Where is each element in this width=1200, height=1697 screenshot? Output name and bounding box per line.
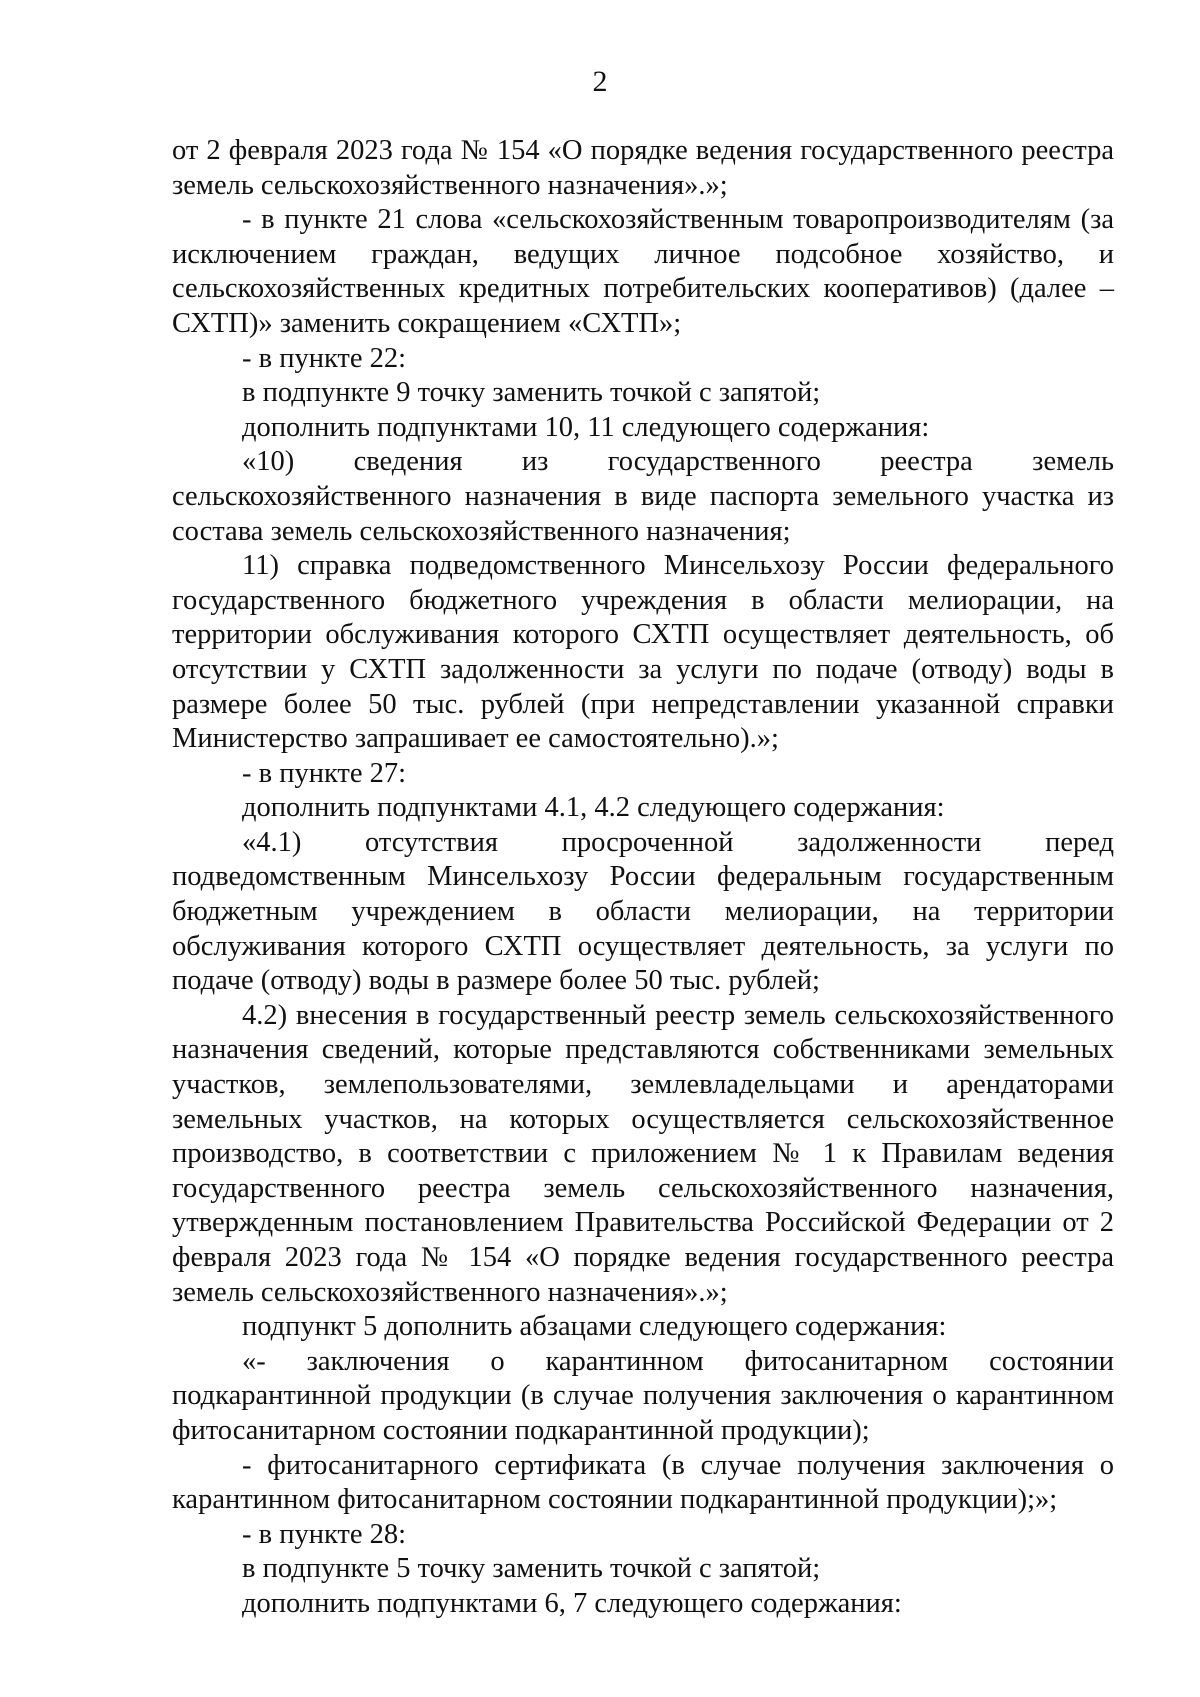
paragraph-10: «4.1) отсутствия просроченной задолженности перед подведомственным Минсельхозу России федеральным государственным бюджетным учреждением в области мелиорации, на территории обслуживания которого СХТП осуществляет деятельность, за услуги по подаче (отводу) воды в размере более 50 тыс. рублей; — [172, 826, 1114, 997]
paragraph-8: - в пункте 27: — [242, 757, 407, 789]
paragraph-7: 11) справка подведомственного Минсельхозу России федерального государственного бюджетного учреждения в области мелиорации, на территории обслуживания которого СХТП осуществляет деятельность, об отсутствии у СХТП задолженности за услуги по подаче (отводу) воды в размере более 50 тыс. рублей (при непредставлении указанной справки Министерство запрашивает ее самостоятельно).»; — [172, 550, 1114, 755]
paragraph-12: подпункт 5 дополнить абзацами следующего содержания: — [242, 1311, 947, 1343]
paragraph-11: 4.2) внесения в государственный реестр земель сельскохозяйственного назначения сведений, которые представляются собственниками земельных участков, землепользователями, землевладельцами и арендаторами земельных участков, на которых осуществляется сельскохозяйственное производство, в соответствии с приложением № 1 к Правилам ведения государственного реестра земель сельскохозяйственного назначения, утвержденным постановлением Правительства Российской Федерации от 2 февраля 2023 года № 154 «О порядке ведения государственного реестра земель сельскохозяйственного назначения».»; — [172, 999, 1114, 1308]
document-body — [172, 134, 1114, 1622]
paragraph-5: дополнить подпунктами 10, 11 следующего содержания: — [242, 411, 930, 443]
paragraph-13: «- заключения о карантинном фитосанитарном состоянии подкарантинной продукции (в случае получения заключения о карантинном фитосанитарном состоянии подкарантинной продукции); — [172, 1345, 1114, 1446]
paragraph-17: дополнить подпунктами 6, 7 следующего содержания: — [242, 1587, 902, 1619]
paragraph-14: - фитосанитарного сертификата (в случае получения заключения о карантинном фитосанитарном состоянии подкарантинной продукции);»; — [172, 1449, 1114, 1516]
paragraph-6: «10) сведения из государственного реестра земель сельскохозяйственного назначения в виде паспорта земельного участка из состава земель сельскохозяйственного назначения; — [172, 446, 1114, 547]
page-number: 2 — [592, 65, 608, 98]
paragraph-16: в подпункте 5 точку заменить точкой с запятой; — [242, 1553, 821, 1585]
paragraph-15: - в пункте 28: — [242, 1518, 407, 1550]
paragraph-9: дополнить подпунктами 4.1, 4.2 следующего содержания: — [242, 792, 945, 824]
paragraph-4: в подпункте 9 точку заменить точкой с запятой; — [242, 377, 821, 409]
paragraph-2: - в пункте 21 слова «сельскохозяйственным товаропроизводителям (за исключением граждан, ведущих личное подсобное хозяйство, и сельскохозяйственных кредитных потребительских кооперативов) (далее – СХТП)» заменить сокращением «СХТП»; — [172, 204, 1114, 339]
paragraph-1: от 2 февраля 2023 года № 154 «О порядке ведения государственного реестра земель сельскохозяйственного назначения».»; — [172, 135, 1114, 201]
paragraph-3: - в пункте 22: — [242, 342, 407, 374]
